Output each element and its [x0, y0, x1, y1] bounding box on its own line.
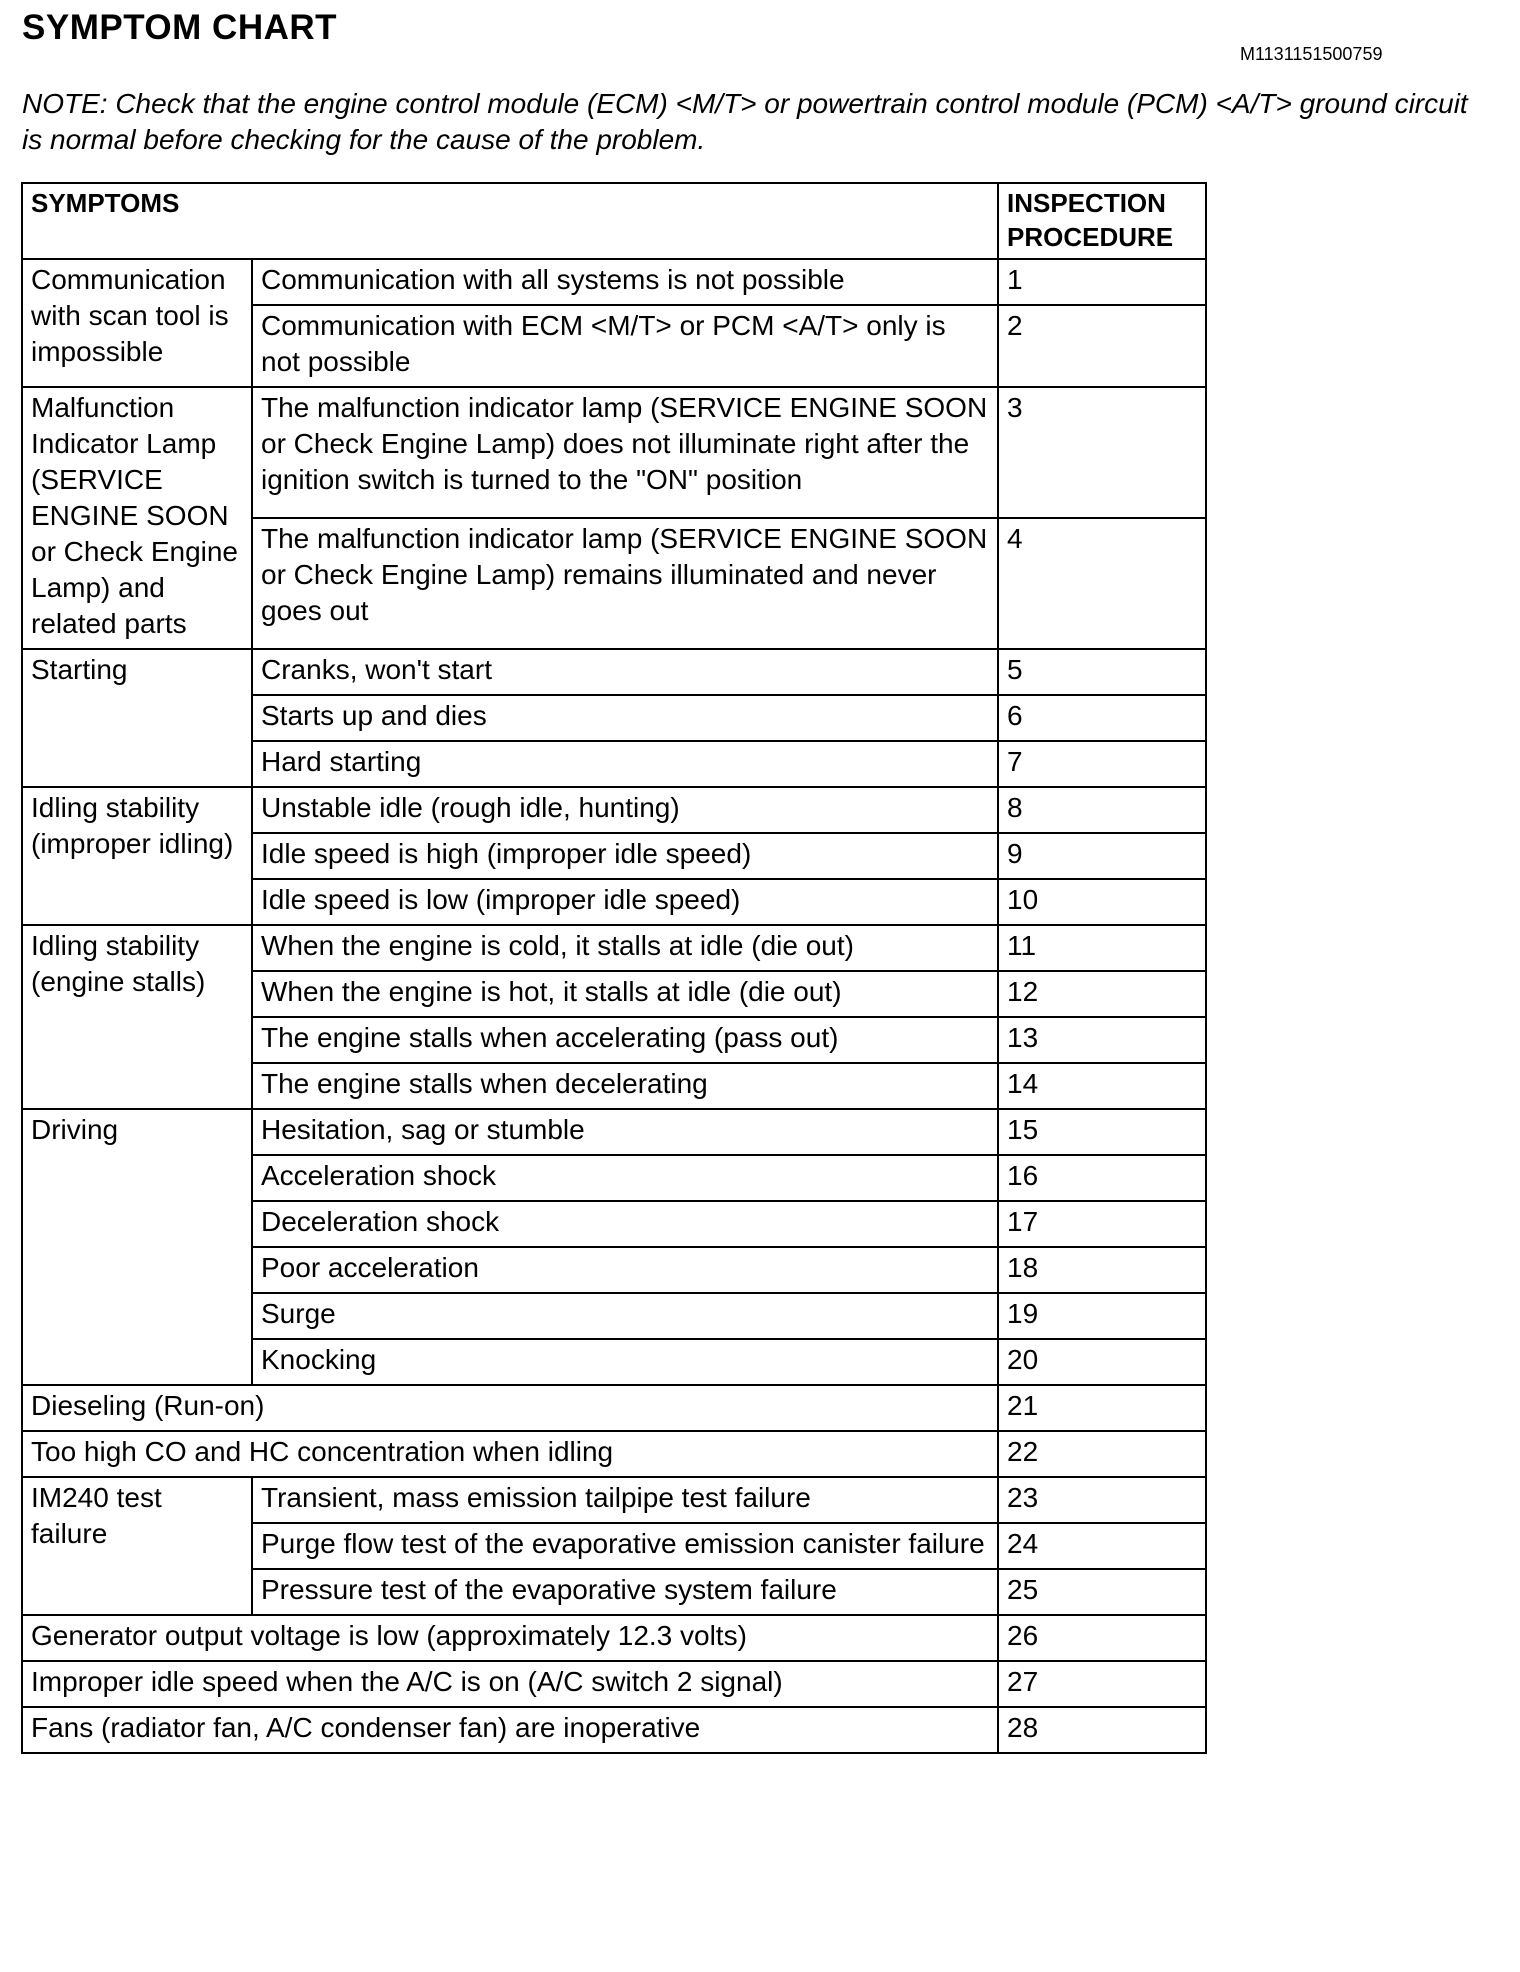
- procedure-cell: 17: [998, 1201, 1206, 1247]
- procedure-cell: 16: [998, 1155, 1206, 1201]
- symptom-cell: Transient, mass emission tailpipe test failure: [252, 1477, 998, 1523]
- symptom-cell: Pressure test of the evaporative system failure: [252, 1569, 998, 1615]
- procedure-cell: 15: [998, 1109, 1206, 1155]
- table-row: [22, 787, 1206, 833]
- table-row: [22, 387, 1206, 518]
- table-row: [22, 1477, 1206, 1523]
- symptom-cell: Improper idle speed when the A/C is on (A/C switch 2 signal): [22, 1661, 998, 1707]
- table-row: [22, 1661, 1206, 1707]
- procedure-cell: 8: [998, 787, 1206, 833]
- procedure-cell: 18: [998, 1247, 1206, 1293]
- procedure-cell: 4: [998, 518, 1206, 649]
- symptom-table: [21, 182, 1207, 1754]
- procedure-cell: 26: [998, 1615, 1206, 1661]
- procedure-cell: 3: [998, 387, 1206, 518]
- symptom-cell: When the engine is hot, it stalls at idle (die out): [252, 971, 998, 1017]
- symptom-cell: Unstable idle (rough idle, hunting): [252, 787, 998, 833]
- page-title: SYMPTOM CHART: [22, 8, 338, 47]
- procedure-cell: 11: [998, 925, 1206, 971]
- symptom-cell: The malfunction indicator lamp (SERVICE ENGINE SOON or Check Engine Lamp) remains illuminated and never goes out: [252, 518, 998, 649]
- procedure-cell: 13: [998, 1017, 1206, 1063]
- symptom-cell: Idle speed is low (improper idle speed): [252, 879, 998, 925]
- procedure-cell: 28: [998, 1707, 1206, 1753]
- symptom-cell: Communication with all systems is not possible: [252, 259, 998, 305]
- table-row: [22, 925, 1206, 971]
- table-body: [22, 259, 1206, 1753]
- procedure-cell: 14: [998, 1063, 1206, 1109]
- symptom-cell: Communication with ECM <M/T> or PCM <A/T> only is not possible: [252, 305, 998, 387]
- table-row: [22, 259, 1206, 305]
- procedure-cell: 25: [998, 1569, 1206, 1615]
- category-cell: Idling stability (engine stalls): [22, 925, 252, 1109]
- category-cell: Idling stability (improper idling): [22, 787, 252, 925]
- symptom-cell: Surge: [252, 1293, 998, 1339]
- symptom-cell: The engine stalls when decelerating: [252, 1063, 998, 1109]
- procedure-cell: 6: [998, 695, 1206, 741]
- symptom-cell: Idle speed is high (improper idle speed): [252, 833, 998, 879]
- table-header-row: [22, 183, 1206, 259]
- category-cell: Communication with scan tool is impossible: [22, 259, 252, 387]
- procedure-cell: 5: [998, 649, 1206, 695]
- procedure-cell: 9: [998, 833, 1206, 879]
- header-inspection-procedure: INSPECTION PROCEDURE: [998, 183, 1206, 259]
- category-cell: Driving: [22, 1109, 252, 1385]
- table-row: [22, 1109, 1206, 1155]
- procedure-cell: 23: [998, 1477, 1206, 1523]
- symptom-cell: When the engine is cold, it stalls at idle (die out): [252, 925, 998, 971]
- symptom-cell: Hesitation, sag or stumble: [252, 1109, 998, 1155]
- symptom-cell: Acceleration shock: [252, 1155, 998, 1201]
- procedure-cell: 24: [998, 1523, 1206, 1569]
- category-cell: IM240 test failure: [22, 1477, 252, 1615]
- table-row: [22, 1385, 1206, 1431]
- document-id: M1131151500759: [1240, 44, 1383, 64]
- symptom-cell: Dieseling (Run-on): [22, 1385, 998, 1431]
- procedure-cell: 7: [998, 741, 1206, 787]
- procedure-cell: 22: [998, 1431, 1206, 1477]
- symptom-cell: Cranks, won't start: [252, 649, 998, 695]
- procedure-cell: 27: [998, 1661, 1206, 1707]
- symptom-cell: Generator output voltage is low (approximately 12.3 volts): [22, 1615, 998, 1661]
- symptom-cell: Starts up and dies: [252, 695, 998, 741]
- table-row: [22, 649, 1206, 695]
- symptom-cell: Hard starting: [252, 741, 998, 787]
- symptom-cell: Deceleration shock: [252, 1201, 998, 1247]
- procedure-cell: 10: [998, 879, 1206, 925]
- symptom-cell: The engine stalls when accelerating (pass out): [252, 1017, 998, 1063]
- category-cell: Starting: [22, 649, 252, 787]
- symptom-cell: Too high CO and HC concentration when idling: [22, 1431, 998, 1477]
- procedure-cell: 2: [998, 305, 1206, 387]
- symptom-cell: The malfunction indicator lamp (SERVICE ENGINE SOON or Check Engine Lamp) does not illuminate right after the ignition switch is turned to the "ON" position: [252, 387, 998, 518]
- symptom-cell: Purge flow test of the evaporative emission canister failure: [252, 1523, 998, 1569]
- note-text: NOTE: Check that the engine control module (ECM) <M/T> or powertrain control module (PCM) <A/T> ground circuit is normal before checking for the cause of the problem.: [22, 88, 1468, 155]
- procedure-cell: 20: [998, 1339, 1206, 1385]
- symptom-cell: Fans (radiator fan, A/C condenser fan) are inoperative: [22, 1707, 998, 1753]
- category-cell: Malfunction Indicator Lamp (SERVICE ENGINE SOON or Check Engine Lamp) and related parts: [22, 387, 252, 649]
- procedure-cell: 12: [998, 971, 1206, 1017]
- procedure-cell: 21: [998, 1385, 1206, 1431]
- table-row: [22, 1707, 1206, 1753]
- table-row: [22, 1431, 1206, 1477]
- symptom-cell: Poor acceleration: [252, 1247, 998, 1293]
- procedure-cell: 1: [998, 259, 1206, 305]
- procedure-cell: 19: [998, 1293, 1206, 1339]
- table-row: [22, 1615, 1206, 1661]
- symptom-cell: Knocking: [252, 1339, 998, 1385]
- header-symptoms: SYMPTOMS: [22, 183, 998, 259]
